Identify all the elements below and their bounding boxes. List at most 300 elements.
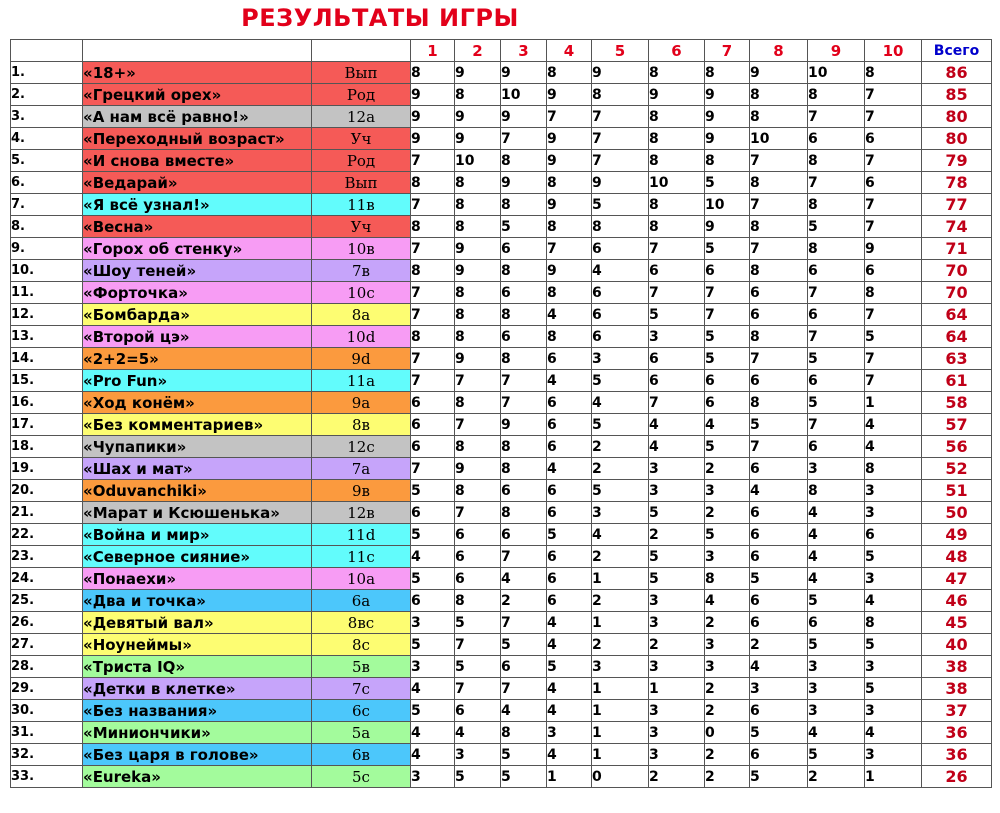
score-cell: 4 <box>808 568 865 590</box>
score-cell: 5 <box>808 216 865 238</box>
rank-cell: 19. <box>11 458 83 480</box>
score-cell: 1 <box>649 678 705 700</box>
score-cell: 9 <box>705 128 750 150</box>
score-cell: 7 <box>501 612 547 634</box>
total-cell: 85 <box>922 84 992 106</box>
score-cell: 7 <box>750 436 808 458</box>
rank-cell: 27. <box>11 634 83 656</box>
score-cell: 8 <box>501 304 547 326</box>
table-row <box>11 84 992 106</box>
score-cell: 8 <box>808 480 865 502</box>
score-cell: 9 <box>865 238 922 260</box>
class-cell: 12с <box>312 436 411 458</box>
score-cell: 8 <box>705 150 750 172</box>
table-row <box>11 414 992 436</box>
total-cell: 47 <box>922 568 992 590</box>
team-name-cell: «Девятый вал» <box>83 612 312 634</box>
rank-cell: 23. <box>11 546 83 568</box>
score-cell: 8 <box>501 502 547 524</box>
score-cell: 6 <box>501 656 547 678</box>
score-cell: 5 <box>411 700 455 722</box>
rank-cell: 5. <box>11 150 83 172</box>
total-cell: 63 <box>922 348 992 370</box>
score-cell: 3 <box>411 766 455 788</box>
rank-cell: 28. <box>11 656 83 678</box>
table-row <box>11 282 992 304</box>
class-cell: 8в <box>312 414 411 436</box>
score-cell: 3 <box>649 612 705 634</box>
score-cell: 6 <box>547 568 592 590</box>
score-cell: 4 <box>547 700 592 722</box>
score-cell: 7 <box>865 348 922 370</box>
score-cell: 9 <box>592 172 649 194</box>
score-cell: 8 <box>750 260 808 282</box>
score-cell: 3 <box>865 656 922 678</box>
score-cell: 5 <box>865 326 922 348</box>
score-cell: 7 <box>411 458 455 480</box>
table-row <box>11 678 992 700</box>
total-cell: 38 <box>922 678 992 700</box>
table-row <box>11 656 992 678</box>
team-name-cell: «Понаехи» <box>83 568 312 590</box>
total-cell: 78 <box>922 172 992 194</box>
class-cell: 7с <box>312 678 411 700</box>
score-cell: 5 <box>649 304 705 326</box>
score-cell: 8 <box>649 128 705 150</box>
score-cell: 7 <box>501 678 547 700</box>
score-cell: 6 <box>455 546 501 568</box>
table-row <box>11 546 992 568</box>
score-cell: 5 <box>808 744 865 766</box>
score-cell: 6 <box>411 590 455 612</box>
score-cell: 1 <box>865 766 922 788</box>
class-cell: 10d <box>312 326 411 348</box>
team-name-cell: «Чупапики» <box>83 436 312 458</box>
results-body <box>11 62 992 788</box>
rank-cell: 32. <box>11 744 83 766</box>
header-round: 5 <box>592 40 649 62</box>
header-cell-num <box>11 40 83 62</box>
score-cell: 3 <box>808 458 865 480</box>
score-cell: 2 <box>705 458 750 480</box>
score-cell: 2 <box>649 766 705 788</box>
score-cell: 8 <box>750 392 808 414</box>
score-cell: 5 <box>750 568 808 590</box>
team-name-cell: «Eureka» <box>83 766 312 788</box>
rank-cell: 11. <box>11 282 83 304</box>
score-cell: 1 <box>547 766 592 788</box>
score-cell: 6 <box>750 590 808 612</box>
score-cell: 10 <box>455 150 501 172</box>
score-cell: 7 <box>455 414 501 436</box>
total-cell: 26 <box>922 766 992 788</box>
total-cell: 80 <box>922 128 992 150</box>
score-cell: 9 <box>547 128 592 150</box>
total-cell: 52 <box>922 458 992 480</box>
score-cell: 7 <box>411 304 455 326</box>
table-row <box>11 348 992 370</box>
table-row <box>11 150 992 172</box>
rank-cell: 33. <box>11 766 83 788</box>
score-cell: 9 <box>411 84 455 106</box>
score-cell: 8 <box>455 590 501 612</box>
score-cell: 4 <box>547 458 592 480</box>
score-cell: 3 <box>865 700 922 722</box>
score-cell: 0 <box>592 766 649 788</box>
score-cell: 8 <box>411 216 455 238</box>
score-cell: 3 <box>649 458 705 480</box>
score-cell: 6 <box>455 568 501 590</box>
score-cell: 8 <box>455 480 501 502</box>
score-cell: 6 <box>808 612 865 634</box>
score-cell: 7 <box>808 414 865 436</box>
table-row <box>11 766 992 788</box>
team-name-cell: «Oduvanchiki» <box>83 480 312 502</box>
score-cell: 6 <box>750 524 808 546</box>
rank-cell: 12. <box>11 304 83 326</box>
score-cell: 6 <box>501 238 547 260</box>
score-cell: 6 <box>705 392 750 414</box>
score-cell: 6 <box>750 744 808 766</box>
score-cell: 7 <box>501 128 547 150</box>
header-row <box>11 40 992 62</box>
score-cell: 7 <box>411 370 455 392</box>
team-name-cell: «Грецкий орех» <box>83 84 312 106</box>
score-cell: 8 <box>455 304 501 326</box>
table-row <box>11 128 992 150</box>
score-cell: 4 <box>411 678 455 700</box>
header-round: 3 <box>501 40 547 62</box>
team-name-cell: «Горох об стенку» <box>83 238 312 260</box>
score-cell: 8 <box>649 62 705 84</box>
score-cell: 6 <box>411 502 455 524</box>
score-cell: 3 <box>865 744 922 766</box>
score-cell: 8 <box>808 150 865 172</box>
score-cell: 8 <box>411 172 455 194</box>
score-cell: 8 <box>865 62 922 84</box>
score-cell: 8 <box>455 326 501 348</box>
score-cell: 6 <box>411 414 455 436</box>
score-cell: 7 <box>411 348 455 370</box>
score-cell: 0 <box>705 722 750 744</box>
team-name-cell: «18+» <box>83 62 312 84</box>
class-cell: 6с <box>312 700 411 722</box>
class-cell: 8с <box>312 634 411 656</box>
score-cell: 3 <box>808 700 865 722</box>
rank-cell: 15. <box>11 370 83 392</box>
rank-cell: 6. <box>11 172 83 194</box>
team-name-cell: «И снова вместе» <box>83 150 312 172</box>
total-cell: 37 <box>922 700 992 722</box>
score-cell: 1 <box>592 678 649 700</box>
score-cell: 4 <box>411 722 455 744</box>
score-cell: 5 <box>808 392 865 414</box>
score-cell: 1 <box>592 612 649 634</box>
table-row <box>11 480 992 502</box>
score-cell: 3 <box>649 326 705 348</box>
score-cell: 3 <box>649 656 705 678</box>
score-cell: 5 <box>501 766 547 788</box>
page-title: РЕЗУЛЬТАТЫ ИГРЫ <box>241 4 519 32</box>
score-cell: 9 <box>501 414 547 436</box>
score-cell: 9 <box>547 260 592 282</box>
table-row <box>11 238 992 260</box>
class-cell: 11а <box>312 370 411 392</box>
score-cell: 8 <box>592 84 649 106</box>
score-cell: 8 <box>547 172 592 194</box>
score-cell: 6 <box>808 436 865 458</box>
score-cell: 4 <box>501 568 547 590</box>
rank-cell: 7. <box>11 194 83 216</box>
table-row <box>11 326 992 348</box>
score-cell: 5 <box>649 502 705 524</box>
score-cell: 6 <box>750 370 808 392</box>
header-round: 9 <box>808 40 865 62</box>
score-cell: 5 <box>705 348 750 370</box>
score-cell: 8 <box>455 392 501 414</box>
total-cell: 50 <box>922 502 992 524</box>
score-cell: 10 <box>501 84 547 106</box>
table-row <box>11 392 992 414</box>
rank-cell: 16. <box>11 392 83 414</box>
score-cell: 5 <box>705 436 750 458</box>
class-cell: 7а <box>312 458 411 480</box>
score-cell: 9 <box>547 150 592 172</box>
score-cell: 7 <box>750 348 808 370</box>
score-cell: 4 <box>808 524 865 546</box>
score-cell: 4 <box>808 546 865 568</box>
score-cell: 5 <box>705 524 750 546</box>
score-cell: 1 <box>592 744 649 766</box>
score-cell: 2 <box>592 634 649 656</box>
score-cell: 7 <box>501 546 547 568</box>
score-cell: 7 <box>592 150 649 172</box>
total-cell: 56 <box>922 436 992 458</box>
rank-cell: 13. <box>11 326 83 348</box>
score-cell: 7 <box>547 106 592 128</box>
score-cell: 5 <box>649 546 705 568</box>
class-cell: 8а <box>312 304 411 326</box>
score-cell: 3 <box>705 656 750 678</box>
score-cell: 4 <box>750 656 808 678</box>
table-row <box>11 634 992 656</box>
header-round: 2 <box>455 40 501 62</box>
score-cell: 4 <box>547 678 592 700</box>
rank-cell: 31. <box>11 722 83 744</box>
score-cell: 6 <box>750 546 808 568</box>
team-name-cell: «Форточка» <box>83 282 312 304</box>
team-name-cell: «Без комментариев» <box>83 414 312 436</box>
score-cell: 7 <box>649 392 705 414</box>
score-cell: 5 <box>455 612 501 634</box>
score-cell: 4 <box>547 634 592 656</box>
team-name-cell: «Триста IQ» <box>83 656 312 678</box>
score-cell: 8 <box>808 84 865 106</box>
score-cell: 6 <box>455 524 501 546</box>
score-cell: 7 <box>808 106 865 128</box>
class-cell: 11с <box>312 546 411 568</box>
table-row <box>11 216 992 238</box>
score-cell: 9 <box>547 194 592 216</box>
score-cell: 7 <box>455 502 501 524</box>
score-cell: 3 <box>705 546 750 568</box>
score-cell: 6 <box>501 326 547 348</box>
score-cell: 6 <box>547 436 592 458</box>
score-cell: 3 <box>649 700 705 722</box>
score-cell: 3 <box>705 634 750 656</box>
score-cell: 4 <box>411 546 455 568</box>
team-name-cell: «Война и мир» <box>83 524 312 546</box>
score-cell: 6 <box>547 546 592 568</box>
score-cell: 8 <box>865 612 922 634</box>
class-cell: 10в <box>312 238 411 260</box>
score-cell: 8 <box>750 172 808 194</box>
header-round: 10 <box>865 40 922 62</box>
table-row <box>11 524 992 546</box>
table-row <box>11 194 992 216</box>
score-cell: 6 <box>547 480 592 502</box>
score-cell: 8 <box>411 62 455 84</box>
score-cell: 6 <box>501 524 547 546</box>
score-cell: 5 <box>411 634 455 656</box>
score-cell: 4 <box>705 590 750 612</box>
score-cell: 4 <box>547 612 592 634</box>
score-cell: 4 <box>750 480 808 502</box>
score-cell: 10 <box>750 128 808 150</box>
score-cell: 2 <box>705 502 750 524</box>
table-row <box>11 744 992 766</box>
score-cell: 4 <box>865 436 922 458</box>
score-cell: 4 <box>649 436 705 458</box>
rank-cell: 2. <box>11 84 83 106</box>
score-cell: 5 <box>750 766 808 788</box>
score-cell: 8 <box>547 326 592 348</box>
score-cell: 7 <box>865 216 922 238</box>
team-name-cell: «Без названия» <box>83 700 312 722</box>
total-cell: 49 <box>922 524 992 546</box>
score-cell: 9 <box>501 62 547 84</box>
score-cell: 8 <box>750 326 808 348</box>
score-cell: 8 <box>649 216 705 238</box>
score-cell: 3 <box>808 678 865 700</box>
score-cell: 8 <box>411 326 455 348</box>
team-name-cell: «Ноунеймы» <box>83 634 312 656</box>
score-cell: 6 <box>750 700 808 722</box>
rank-cell: 29. <box>11 678 83 700</box>
score-cell: 8 <box>501 150 547 172</box>
score-cell: 7 <box>750 238 808 260</box>
score-cell: 6 <box>808 370 865 392</box>
score-cell: 2 <box>705 612 750 634</box>
score-cell: 7 <box>411 282 455 304</box>
score-cell: 4 <box>547 304 592 326</box>
table-row <box>11 260 992 282</box>
score-cell: 4 <box>455 722 501 744</box>
class-cell: 10а <box>312 568 411 590</box>
score-cell: 6 <box>501 480 547 502</box>
score-cell: 5 <box>501 216 547 238</box>
score-cell: 6 <box>865 128 922 150</box>
score-cell: 8 <box>455 84 501 106</box>
class-cell: 8вс <box>312 612 411 634</box>
team-name-cell: «Весна» <box>83 216 312 238</box>
score-cell: 3 <box>750 678 808 700</box>
class-cell: 6в <box>312 744 411 766</box>
score-cell: 2 <box>705 678 750 700</box>
team-name-cell: «Второй цэ» <box>83 326 312 348</box>
score-cell: 8 <box>455 194 501 216</box>
table-row <box>11 172 992 194</box>
rank-cell: 20. <box>11 480 83 502</box>
score-cell: 5 <box>808 634 865 656</box>
score-cell: 7 <box>547 238 592 260</box>
score-cell: 8 <box>750 216 808 238</box>
score-cell: 8 <box>547 282 592 304</box>
team-name-cell: «А нам всё равно!» <box>83 106 312 128</box>
score-cell: 9 <box>705 84 750 106</box>
score-cell: 9 <box>501 106 547 128</box>
team-name-cell: «2+2=5» <box>83 348 312 370</box>
score-cell: 7 <box>592 106 649 128</box>
team-name-cell: «Два и точка» <box>83 590 312 612</box>
score-cell: 8 <box>705 568 750 590</box>
score-cell: 3 <box>411 612 455 634</box>
class-cell: 10с <box>312 282 411 304</box>
score-cell: 6 <box>411 392 455 414</box>
total-cell: 64 <box>922 304 992 326</box>
score-cell: 3 <box>592 656 649 678</box>
total-cell: 79 <box>922 150 992 172</box>
score-cell: 2 <box>592 436 649 458</box>
total-cell: 80 <box>922 106 992 128</box>
total-cell: 70 <box>922 260 992 282</box>
score-cell: 1 <box>592 722 649 744</box>
score-cell: 4 <box>501 700 547 722</box>
score-cell: 2 <box>808 766 865 788</box>
score-cell: 7 <box>501 370 547 392</box>
total-cell: 58 <box>922 392 992 414</box>
score-cell: 7 <box>411 238 455 260</box>
score-cell: 2 <box>705 700 750 722</box>
rank-cell: 17. <box>11 414 83 436</box>
header-cell-class <box>312 40 411 62</box>
score-cell: 6 <box>455 700 501 722</box>
score-cell: 3 <box>592 348 649 370</box>
total-cell: 74 <box>922 216 992 238</box>
score-cell: 5 <box>592 194 649 216</box>
score-cell: 9 <box>750 62 808 84</box>
score-cell: 6 <box>592 282 649 304</box>
score-cell: 4 <box>808 502 865 524</box>
score-cell: 4 <box>592 260 649 282</box>
rank-cell: 24. <box>11 568 83 590</box>
class-cell: 12а <box>312 106 411 128</box>
score-cell: 6 <box>649 348 705 370</box>
total-cell: 70 <box>922 282 992 304</box>
team-name-cell: «Миниончики» <box>83 722 312 744</box>
score-cell: 7 <box>705 282 750 304</box>
class-cell: 5а <box>312 722 411 744</box>
score-cell: 5 <box>865 546 922 568</box>
score-cell: 3 <box>865 568 922 590</box>
table-row <box>11 722 992 744</box>
team-name-cell: «Шах и мат» <box>83 458 312 480</box>
score-cell: 6 <box>750 502 808 524</box>
header-cell-team <box>83 40 312 62</box>
score-cell: 6 <box>865 260 922 282</box>
header-round: 7 <box>705 40 750 62</box>
score-cell: 2 <box>592 590 649 612</box>
